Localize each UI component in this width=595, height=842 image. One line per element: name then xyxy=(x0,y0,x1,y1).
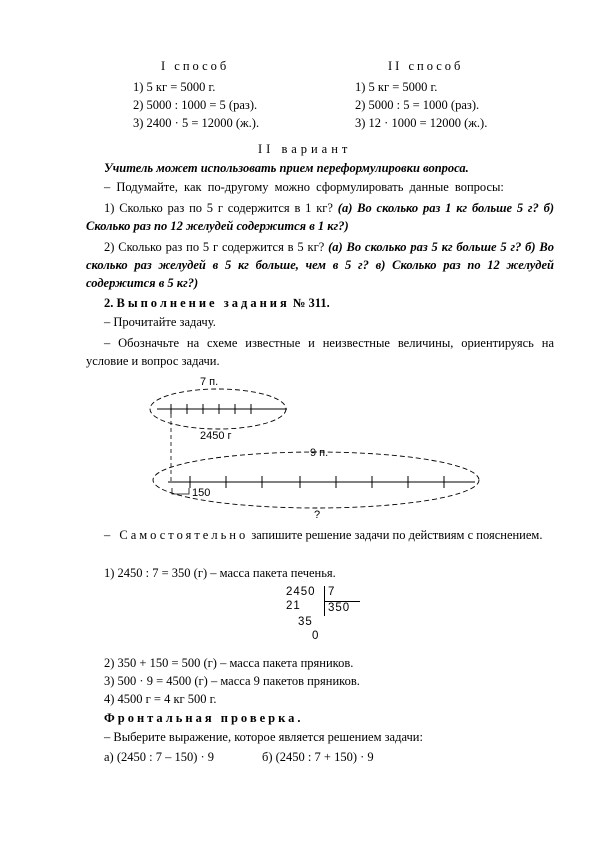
question-1 xyxy=(86,199,554,235)
divisor: 7 xyxy=(328,586,336,598)
bracket-150 xyxy=(172,488,189,494)
independent-solution xyxy=(86,526,554,544)
division-horizontal-line xyxy=(324,601,360,602)
variant-title: II вариант xyxy=(258,142,352,156)
step-3: 3) 500 · 9 = 4500 (г) – масса 9 пакетов пряников. xyxy=(104,674,360,688)
method-1-line-1: 1) 5 кг = 5000 г. xyxy=(133,80,216,94)
remainder-2: 0 xyxy=(312,630,320,642)
subtrahend-1: 21 xyxy=(286,600,301,612)
task-heading-number: № 311. xyxy=(289,296,330,310)
independent-spaced: – Самостоятельно xyxy=(104,528,249,542)
method-2-line-2: 2) 5000 : 5 = 1000 (раз). xyxy=(355,98,480,112)
frontal-check-heading: Фронтальная проверка. xyxy=(104,711,304,725)
top-count-label: 7 п. xyxy=(200,376,219,388)
task-heading-spaced: Выполнение задания xyxy=(116,296,290,310)
option-b: б) (2450 : 7 + 150) · 9 xyxy=(262,750,374,764)
task-diagram xyxy=(0,372,595,522)
quotient: 350 xyxy=(328,602,351,614)
step-2: 2) 350 + 150 = 500 (г) – масса пакета пряников. xyxy=(104,656,354,670)
question-1-reformulations: (а) Во сколько раз 1 кг больше 5 г? б) Сколько раз по 12 желудей содержится в 1 кг?) xyxy=(86,201,555,233)
independent-rest: запишите решение задачи по действиям с пояснением. xyxy=(248,528,543,542)
read-task: – Прочитайте задачу. xyxy=(104,315,216,329)
choose-expression: – Выберите выражение, которое является решением задачи: xyxy=(104,730,423,744)
mark-diagram: – Обозначьте на схеме известные и неизвестные величины, ориентируясь на условие и вопрос задачи. xyxy=(86,336,554,368)
remainder-1: 35 xyxy=(298,616,313,628)
task-311-heading xyxy=(104,296,330,311)
method-1-line-2: 2) 5000 : 1000 = 5 (раз). xyxy=(133,98,258,112)
bottom-ellipse xyxy=(153,452,479,508)
step-4: 4) 4500 г = 4 кг 500 г. xyxy=(104,692,217,706)
method-1-title: I способ xyxy=(161,59,230,73)
question-2-text: 2) Сколько раз по 5 г содержится в 5 кг? xyxy=(104,240,329,254)
method-2-line-1: 1) 5 кг = 5000 г. xyxy=(355,80,438,94)
prompt-reformulate: – Подумайте, как по-другому можно сформулировать данные вопросы: xyxy=(104,180,504,194)
question-1-text: 1) Сколько раз по 5 г содержится в 1 кг? xyxy=(104,201,338,215)
method-2-line-3: 3) 12 · 1000 = 12000 (ж.). xyxy=(355,116,488,130)
top-mass-label: 2450 г xyxy=(200,430,232,442)
method-2-title: II способ xyxy=(388,59,464,73)
task-number-prefix: 2. xyxy=(104,296,117,310)
option-a: а) (2450 : 7 – 150) · 9 xyxy=(104,750,215,764)
teacher-note: Учитель может использовать прием переформулировки вопроса. xyxy=(104,161,469,175)
step-1: 1) 2450 : 7 = 350 (г) – масса пакета печенья. xyxy=(104,566,336,580)
question-2 xyxy=(86,238,554,292)
question-2-reformulations: (а) Во сколько раз 5 кг больше 5 г? б) Во сколько раз желудей в 5 кг больше, чем в 5 г? в) Сколько раз по 12 желудей содержится в 5 кг?) xyxy=(86,240,554,290)
dividend: 2450 xyxy=(286,586,316,598)
long-division xyxy=(278,584,368,642)
segment-150-label: 150 xyxy=(192,487,211,499)
bottom-count-label: 9 п. xyxy=(310,447,329,459)
question-mark-label: ? xyxy=(314,509,321,521)
method-1-line-3: 3) 2400 · 5 = 12000 (ж.). xyxy=(133,116,260,130)
